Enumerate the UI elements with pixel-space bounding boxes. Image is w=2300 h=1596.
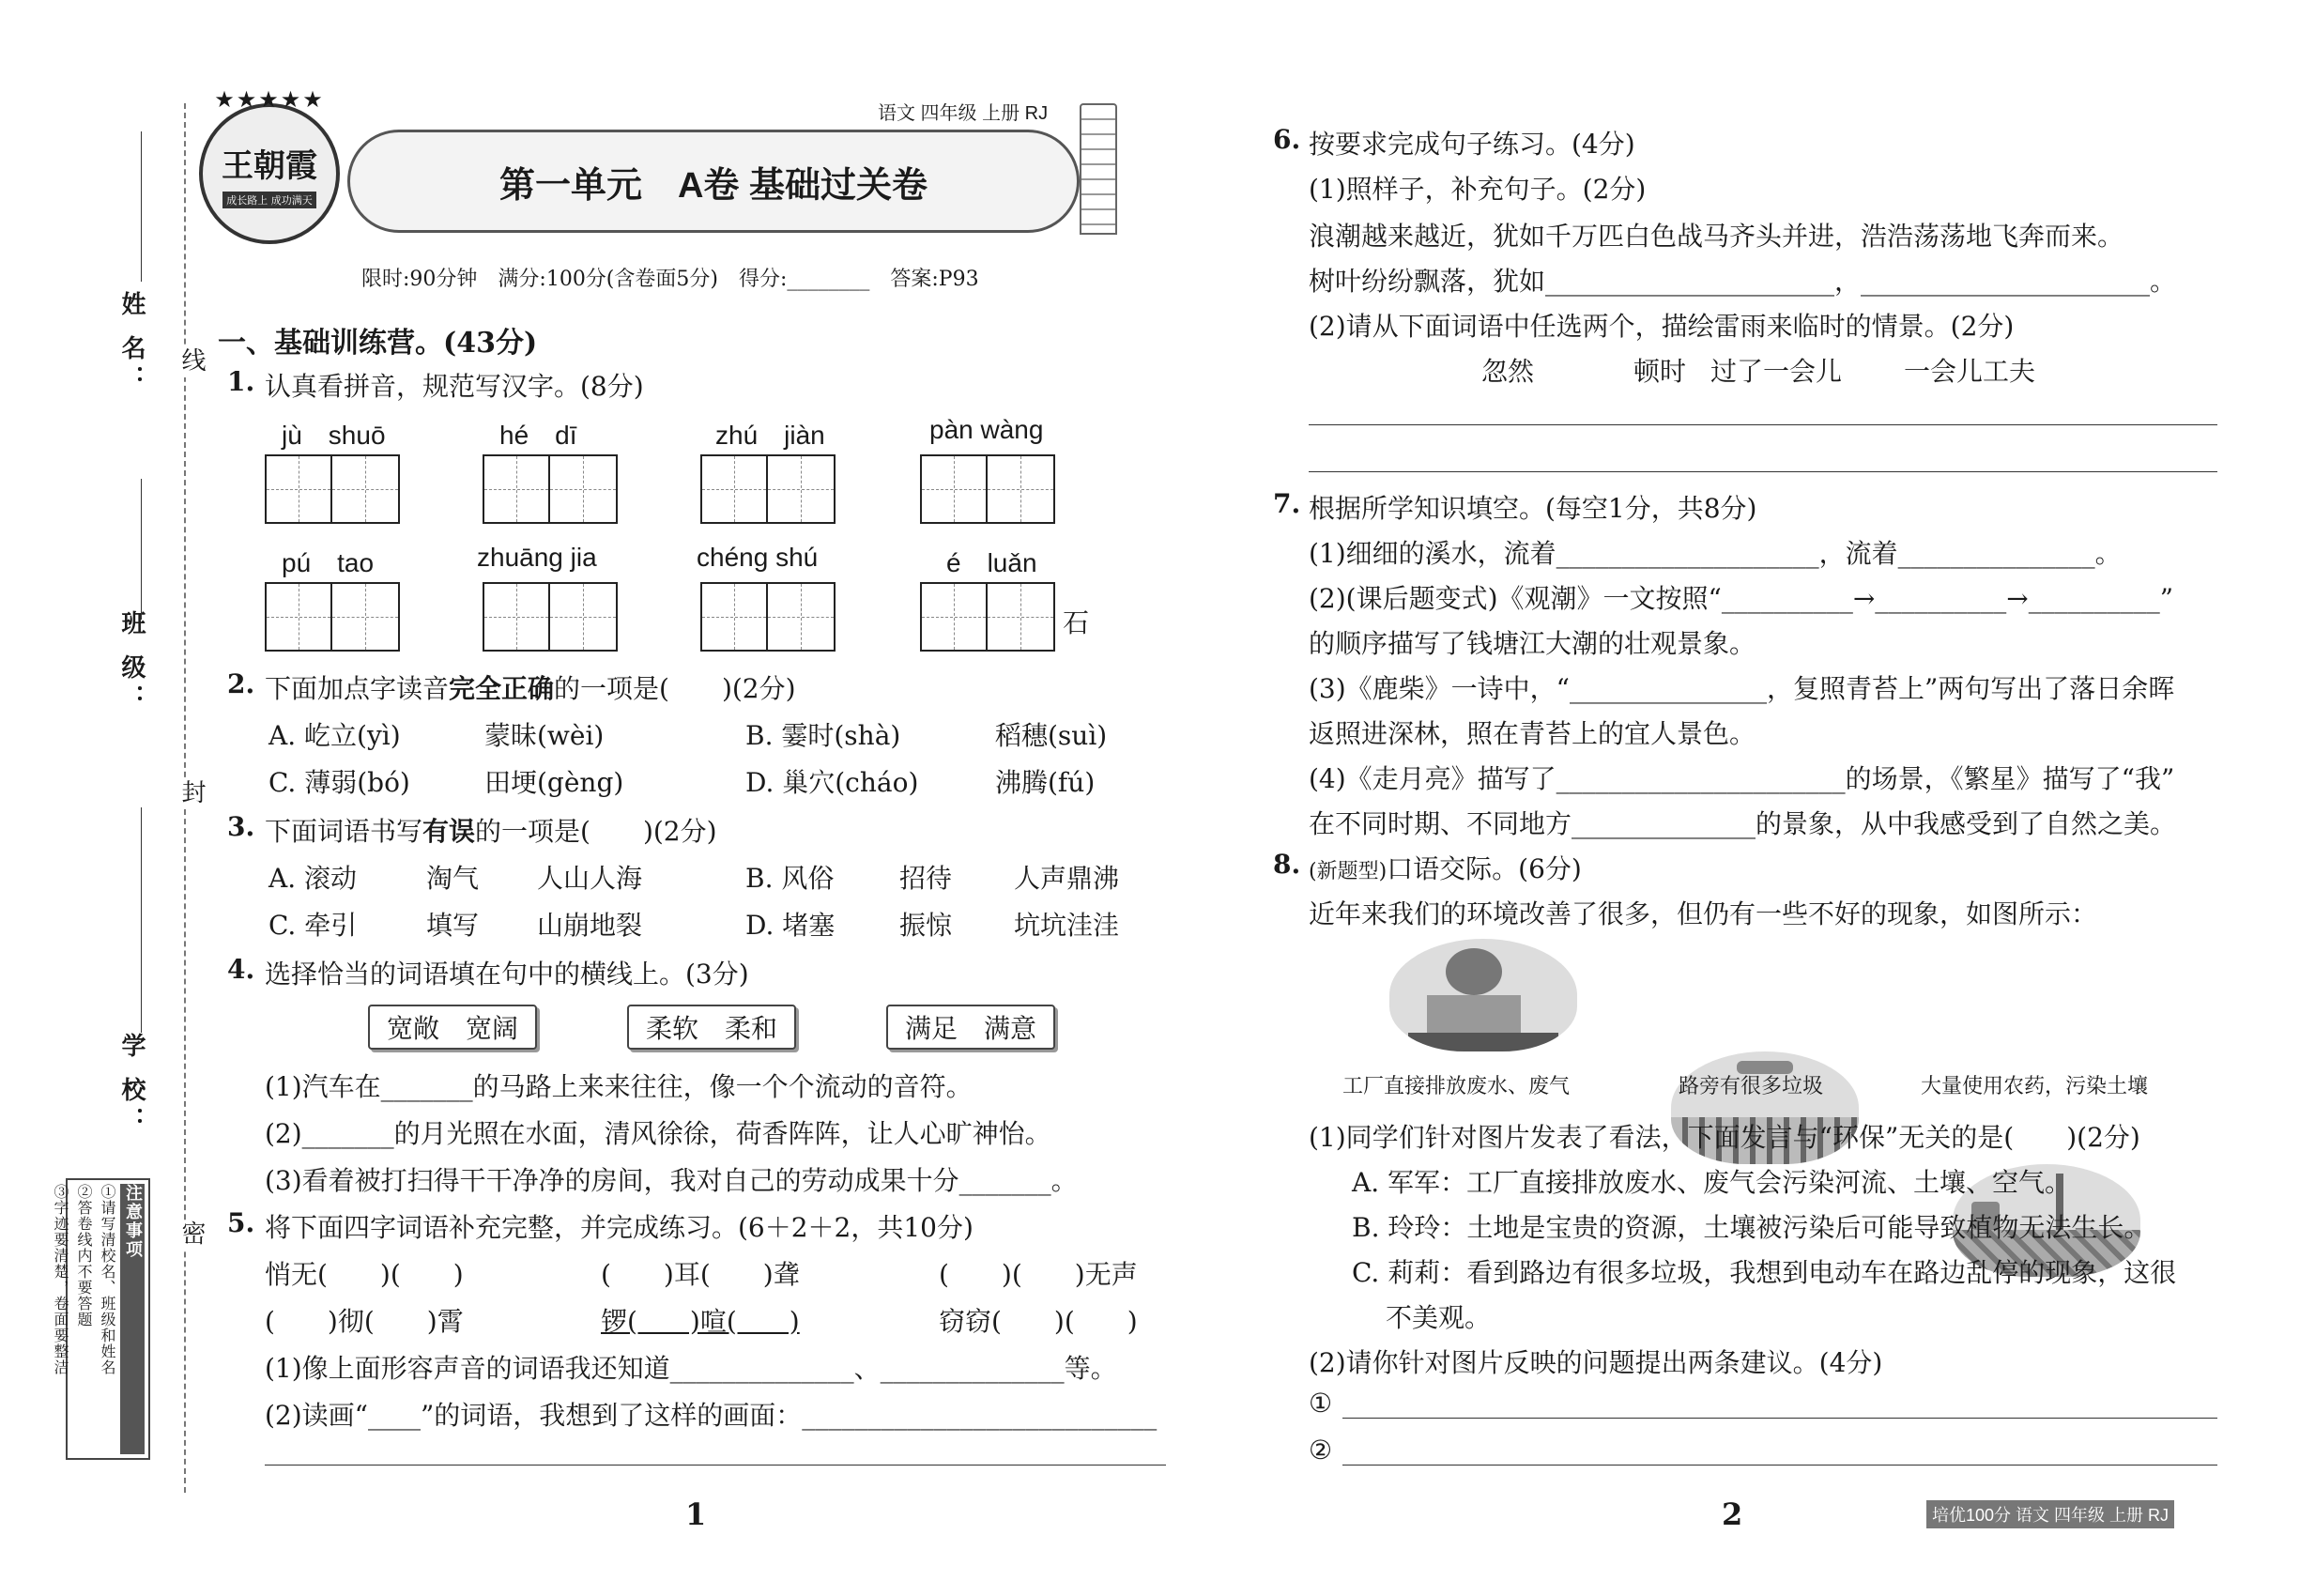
name-field[interactable] [141, 131, 143, 282]
title-banner [347, 130, 1080, 233]
q4-stem: 选择恰当的词语填在句中的横线上。(3分) [265, 959, 749, 990]
class-field[interactable] [141, 479, 142, 620]
q4-sentence-3: (3)看着被打扫得干干净净的房间，我对自己的劳动成果十分_______。 [265, 1165, 1078, 1196]
q1-suffix: 石 [1063, 607, 1090, 638]
q8-part-1: (1)同学们针对图片发表了看法，下面发言与“环保”无关的是( )(2分) [1309, 1122, 2140, 1153]
write-grid[interactable] [483, 454, 618, 524]
q7-number: 7. [1273, 488, 1301, 519]
idiom-2: ( )耳( )聋 [601, 1259, 800, 1290]
q7-line-2: (2)(课后题变式)《观潮》一文按照“__________→__________→__________” [1309, 583, 2174, 614]
note-2: ②答卷线内不要答题 [75, 1184, 93, 1327]
cut-mark-seal: 封 [175, 779, 209, 809]
pinyin-2-2: zhuāng jia [477, 543, 597, 572]
q7-line-7: 在不同时期、不同地方______________的景象，从中我感受到了自然之美。 [1309, 808, 2177, 839]
logo-text: 王朝霞 [222, 146, 317, 185]
q2-option-c2: 田埂(gèng) [484, 767, 624, 798]
q3-c-3: 山崩地裂 [537, 910, 643, 941]
q8-option-c: C. 莉莉：看到路边有很多垃圾，我想到电动车在路边乱停的现象，这很 [1352, 1257, 2177, 1288]
pinyin-2-4: é luǎn [946, 548, 1037, 577]
pinyin-1-1: jù shuō [282, 421, 386, 450]
logo-badge [199, 86, 340, 244]
answer-line[interactable] [265, 1465, 1166, 1466]
image-caption-3: 大量使用农药，污染土壤 [1921, 1075, 2149, 1098]
school-label: 学 校： [117, 1033, 146, 1138]
word-choice-tag: 满足 满意 [886, 1005, 1055, 1050]
series-label: 语文 四年级 上册 RJ [878, 103, 1049, 124]
q3-c-1: C. 牵引 [268, 910, 358, 941]
q4-sentence-1: (1)汽车在_______的马路上来来往往，像一个个流动的音符。 [265, 1071, 973, 1102]
q6-word-1: 忽然 [1481, 356, 1535, 387]
write-grid[interactable] [700, 454, 836, 524]
answer-line[interactable] [1309, 424, 2217, 425]
q6-word-3: 过了一会儿 [1710, 356, 1843, 387]
q1-number: 1. [227, 366, 255, 397]
school-field[interactable] [141, 807, 142, 1033]
cut-mark-line: 线 [175, 347, 209, 377]
page-title: 第一单元 A卷 基础过关卷 [498, 165, 928, 206]
q3-b-2: 招待 [899, 863, 953, 894]
pinyin-2-3: chéng shú [697, 543, 819, 572]
idiom-5: 锣( )喧( ) [601, 1306, 800, 1337]
write-grid[interactable] [265, 454, 400, 524]
logo-stars: ★★★★★ [214, 86, 325, 113]
lighthouse-icon [1080, 103, 1117, 235]
q5-stem: 将下面四字词语补充完整，并完成练习。(6＋2＋2，共10分) [265, 1212, 974, 1243]
word-choice-tag: 柔软 柔和 [627, 1005, 796, 1050]
q3-b-1: B. 风俗 [745, 863, 835, 894]
q8-stem: (新题型)口语交际。(6分) [1309, 853, 1582, 884]
pinyin-2-1: pú tao [282, 548, 375, 577]
q5-sub-2: (2)读画“____”的词语，我想到了这样的画面：___________________________ [265, 1400, 1158, 1431]
q2-option-a1: A. 屹立(yì) [268, 720, 401, 751]
q8-intro: 近年来我们的环境改善了很多，但仍有一些不好的现象，如图所示： [1309, 898, 2098, 929]
notes-box [52, 1178, 150, 1460]
q6-example: 浪潮越来越近，犹如千万匹白色战马齐头并进，浩浩荡荡地飞奔而来。 [1309, 221, 2124, 252]
q4-number: 4. [227, 954, 255, 985]
q3-a-1: A. 滚动 [268, 863, 358, 894]
q8-option-b: B. 玲玲：土地是宝贵的资源，土壤被污染后可能导致植物无法生长。 [1352, 1212, 2151, 1243]
idiom-6: 窃窃( )( ) [939, 1306, 1138, 1337]
note-3: ③字迹要清楚，卷面要整洁 [52, 1184, 69, 1375]
footer-series: 培优100分 语文 四年级 上册 RJ [1926, 1500, 2174, 1528]
write-grid[interactable] [920, 454, 1055, 524]
q2-stem: 下面加点字读音完全正确的一项是( )(2分) [265, 673, 796, 704]
q7-line-3: 的顺序描写了钱塘江大潮的壮观景象。 [1309, 628, 1756, 659]
q7-line-5: 返照进深林，照在青苔上的宜人景色。 [1309, 718, 1756, 749]
q5-sub-1: (1)像上面形容声音的词语我还知道______________、______________等。 [265, 1353, 1117, 1384]
write-grid[interactable] [920, 582, 1055, 652]
q1-stem: 认真看拼音，规范写汉字。(8分) [265, 371, 644, 402]
q3-d-1: D. 堵塞 [745, 910, 836, 941]
q3-number: 3. [227, 811, 255, 842]
notes-title: 注意事项 [120, 1184, 145, 1454]
note-1: ①请写清校名、班级和姓名 [99, 1184, 116, 1375]
q2-option-d1: D. 巢穴(cháo) [745, 767, 919, 798]
q7-line-6: (4)《走月亮》描写了______________________的场景，《繁星》描写了“我” [1309, 763, 2175, 794]
pinyin-1-2: hé dī [499, 421, 577, 450]
q3-d-2: 振惊 [899, 910, 953, 941]
q6-fill: 树叶纷纷飘落，犹如______________________，______________________。 [1309, 266, 2177, 297]
page-number-2: 2 [1722, 1496, 1743, 1532]
q5-number: 5. [227, 1207, 255, 1238]
name-label: 姓 名： [117, 291, 146, 396]
q2-number: 2. [227, 668, 255, 699]
section-1-title: 一、基础训练营。(43分) [218, 327, 538, 360]
q6-part-2: (2)请从下面词语中任选两个，描绘雷雨来临时的情景。(2分) [1309, 311, 2015, 342]
exam-meta: 限时:90分钟 满分:100分(含卷面5分) 得分:________ 答案:P93 [361, 268, 979, 291]
q6-part-1: (1)照样子，补充句子。(2分) [1309, 174, 1647, 205]
q2-option-c1: C. 薄弱(bó) [268, 767, 410, 798]
q6-word-2: 顿时 [1633, 356, 1687, 387]
q7-line-1: (1)细细的溪水，流着____________________，流着_______________。 [1309, 538, 2122, 569]
idiom-4: ( )彻( )霄 [265, 1306, 464, 1337]
q2-option-d2: 沸腾(fú) [995, 767, 1096, 798]
page-number-1: 1 [685, 1496, 707, 1532]
q2-option-b1: B. 霎时(shà) [745, 720, 901, 751]
pinyin-1-4: pàn wàng [929, 415, 1044, 444]
q2-option-b2: 稻穗(suì) [995, 720, 1108, 751]
image-caption-1: 工厂直接排放废水、废气 [1342, 1075, 1571, 1098]
q3-b-3: 人声鼎沸 [1014, 863, 1120, 894]
q8-number: 8. [1273, 849, 1301, 880]
logo-sub: 成长路上 成功满天 [222, 192, 316, 208]
suggestion-line-1[interactable] [1342, 1418, 2217, 1419]
q3-c-2: 填写 [426, 910, 480, 941]
q3-stem: 下面词语书写有误的一项是( )(2分) [265, 816, 717, 847]
write-grid[interactable] [265, 582, 400, 652]
class-label: 班 级： [117, 610, 146, 715]
suggestion-mark-1: ① [1309, 1388, 1333, 1419]
q8-option-c-cont: 不美观。 [1386, 1302, 1492, 1333]
q8-part-2: (2)请你针对图片反映的问题提出两条建议。(4分) [1309, 1347, 1883, 1378]
factory-pollution-image [1389, 939, 1577, 1051]
q3-d-3: 坑坑洼洼 [1014, 910, 1120, 941]
suggestion-line-2[interactable] [1342, 1465, 2217, 1466]
write-grid[interactable] [700, 582, 836, 652]
pinyin-1-3: zhú jiàn [715, 421, 825, 450]
q2-option-a2: 蒙昧(wèi) [484, 720, 605, 751]
write-grid[interactable] [483, 582, 618, 652]
q8-option-a: A. 军军：工厂直接排放废水、废气会污染河流、土壤、空气。 [1352, 1167, 2072, 1198]
suggestion-mark-2: ② [1309, 1435, 1333, 1466]
q6-word-4: 一会儿工夫 [1904, 356, 2036, 387]
q3-a-3: 人山人海 [537, 863, 643, 894]
q4-sentence-2: (2)_______的月光照在水面，清风徐徐，荷香阵阵，让人心旷神怡。 [265, 1118, 1051, 1149]
idiom-1: 悄无( )( ) [265, 1259, 464, 1290]
q6-number: 6. [1273, 124, 1301, 155]
cut-mark-close: 密 [175, 1220, 209, 1251]
q7-stem: 根据所学知识填空。(每空1分，共8分) [1309, 493, 1757, 524]
q3-a-2: 淘气 [426, 863, 480, 894]
image-caption-2: 路旁有很多垃圾 [1679, 1075, 1824, 1098]
word-choice-tag: 宽敞 宽阔 [368, 1005, 537, 1050]
answer-line[interactable] [1309, 471, 2217, 472]
q7-line-4: (3)《鹿柴》一诗中，“_______________，复照青苔上”两句写出了落日余晖 [1309, 673, 2175, 704]
q6-stem: 按要求完成句子练习。(4分) [1309, 129, 1635, 160]
idiom-3: ( )( )无声 [939, 1259, 1138, 1290]
